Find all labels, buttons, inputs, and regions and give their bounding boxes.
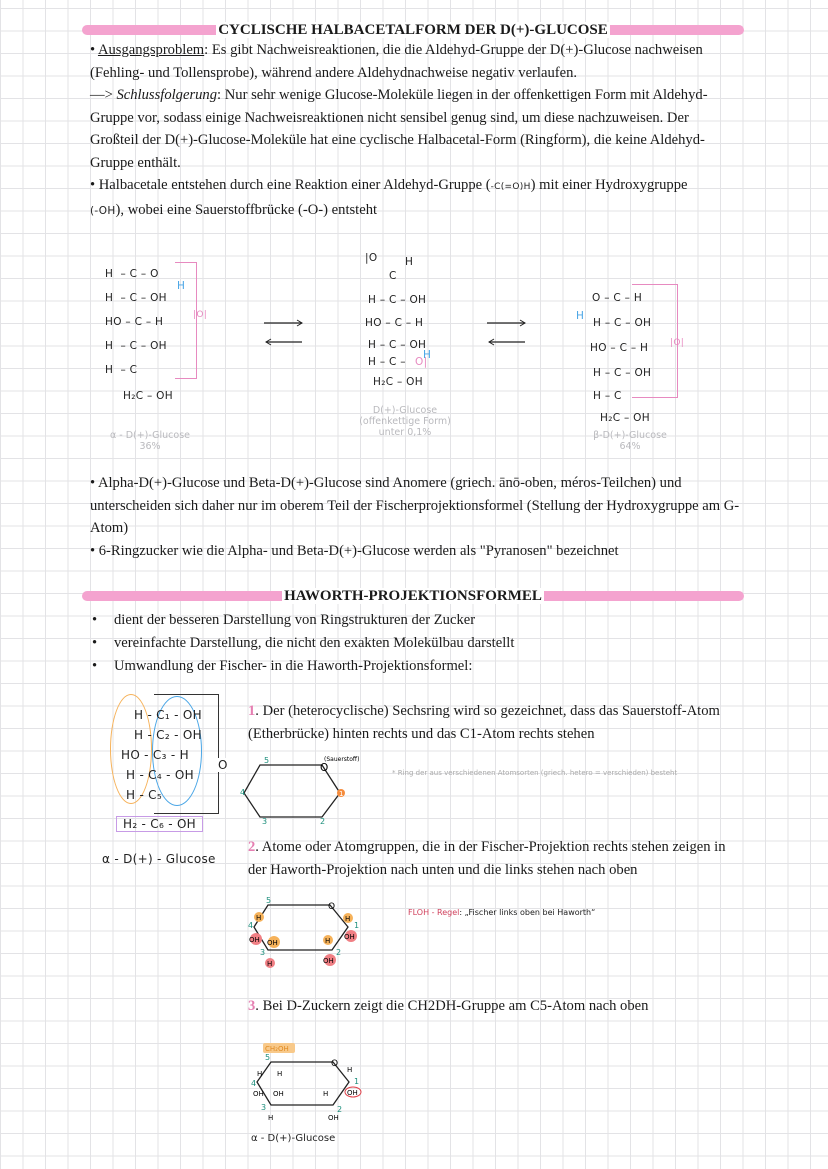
step-3: 3. Bei D-Zuckern zeigt die CH2DH-Gruppe am C5-Atom nach oben (248, 998, 649, 1014)
svg-text:OH: OH (323, 957, 334, 965)
svg-text:OH: OH (344, 933, 355, 941)
halbacetal-paragraph: • Halbacetale entstehen durch eine Reaktion einer Aldehyd-Gruppe (-C(=O)H) mit einer Hydroxygruppe (-OH), wobei eine Sauerstoffbrücke (-O-) entsteht (90, 177, 688, 218)
svg-text:O: O (328, 902, 336, 912)
beta-glucose-fischer: O – C – H H – C – OH HO – C – H H – C – OH H – C H₂C – OH H |O| (590, 292, 710, 442)
hexagon-ring-3 (243, 1040, 373, 1150)
fischer-projection: H - C₁ - OH H - C₂ - OH HO - C₃ - H H - C₄ - OH H - C₅ O H₂ - C₆ - OH α - D(+) - Glucose (108, 700, 238, 850)
svg-text:1: 1 (354, 921, 360, 930)
conclusion-paragraph: —> Schlussfolgerung: Nur sehr wenige Glucose-Moleküle liegen in der offenkettigen Form mit Aldehyd-Gruppe vor, sodass einige Nachweisreaktionen nicht sensibel genug sind, um diese nachzuweisen. Der Großteil der D(+)-Glucose-Moleküle hat eine cyclische Halbacetal-Form (Ringform), die keine Aldehyd-Gruppe enthält. (90, 87, 708, 171)
equilibrium-arrows-1 (262, 315, 306, 350)
hexagon-ring-2 (240, 895, 370, 970)
svg-text:H: H (323, 1090, 329, 1098)
svg-text:1: 1 (354, 1077, 360, 1086)
svg-text:OH: OH (328, 1114, 339, 1122)
svg-text:2: 2 (336, 948, 342, 957)
svg-text:H: H (267, 960, 273, 968)
svg-text:5: 5 (266, 896, 272, 905)
svg-text:1: 1 (339, 790, 344, 798)
alpha-caption: α - D(+)-Glucose 36% (109, 430, 191, 452)
svg-text:O: O (320, 762, 329, 774)
svg-text:4: 4 (248, 921, 254, 930)
svg-text:3: 3 (261, 1103, 267, 1112)
svg-text:2: 2 (320, 817, 326, 825)
heterocycle-footnote: * Ring der aus verschiedenen Atomsorten (griech. hetero = verschieden) besteht (392, 769, 678, 777)
list-item: • vereinfachte Darstellung, die nicht den exakten Molekülbau darstellt (90, 632, 740, 655)
svg-text:OH: OH (273, 1090, 284, 1098)
list-item: • dient der besseren Darstellung von Ringstrukturen der Zucker (90, 609, 740, 632)
section-title: HAWORTH-PROJEKTIONSFORMEL (284, 588, 542, 604)
intro-text (90, 39, 740, 222)
open-chain-caption: D(+)-Glucose (offenkettige Form) unter 0,1% (359, 405, 451, 438)
svg-text:5: 5 (264, 756, 270, 765)
equilibrium-arrows-2 (485, 315, 529, 350)
svg-text:H: H (256, 914, 262, 922)
svg-text:2: 2 (337, 1105, 343, 1114)
step-1: 1. Der (heterocyclische) Sechsring wird so gezeichnet, dass das Sauerstoff-Atom (Etherbrücke) hinten rechts und das C1-Atom rechts stehen (248, 703, 720, 742)
svg-text:α - D(+)-Glucose: α - D(+)-Glucose (251, 1133, 336, 1144)
svg-text:OH: OH (249, 936, 260, 944)
svg-text:H: H (257, 1070, 263, 1078)
ring-bracket (632, 284, 678, 398)
svg-text:3: 3 (262, 817, 268, 825)
haworth-list (90, 609, 740, 678)
svg-text:H: H (345, 915, 351, 923)
aldehyde-formula: -C(=O)H (490, 182, 531, 192)
svg-text:H: H (347, 1066, 353, 1074)
floh-rule: FLOH - Regel: „Fischer links oben bei Haworth“ (408, 908, 596, 917)
svg-text:OH: OH (347, 1089, 358, 1097)
step-2: 2. Atome oder Atomgruppen, die in der Fischer-Projektion rechts stehen zeigen in der Haworth-Projektion nach unten und die links stehen nach oben (248, 839, 726, 878)
svg-text:4: 4 (251, 1079, 257, 1088)
svg-text:OH: OH (267, 939, 278, 947)
beta-caption: β-D(+)-Glucose 64% (593, 430, 667, 452)
svg-text:H: H (268, 1114, 274, 1122)
svg-text:H: H (325, 937, 331, 945)
svg-text:3: 3 (260, 948, 266, 957)
problem-paragraph: • Ausgangsproblem: Es gibt Nachweisreaktionen, die die Aldehyd-Gruppe der D(+)-Glucose nachweisen (Fehling- und Tollensprobe), während andere Aldehydnachweise negativ verlaufen. (90, 42, 703, 81)
alpha-glucose-fischer: H – C – O H – C – OH HO – C – H H – C – OH H – C H₂C – OH H |O| (105, 268, 215, 418)
svg-text:OH: OH (253, 1090, 264, 1098)
svg-text:CH₂OH: CH₂OH (265, 1045, 289, 1053)
fischer-caption: α - D(+) - Glucose (102, 852, 216, 866)
hexagon-ring-1 (240, 755, 360, 825)
svg-text:O: O (331, 1059, 339, 1069)
svg-text:5: 5 (265, 1053, 271, 1062)
svg-text:H: H (277, 1070, 283, 1078)
ring-bracket (175, 262, 197, 379)
svg-text:(Sauerstoff): (Sauerstoff) (324, 756, 360, 763)
open-chain-glucose-fischer: |O H C H – C – OH HO – C – H H – C – OH H – C – O| H H₂C – OH (365, 252, 432, 388)
list-item: • Umwandlung der Fischer- in die Haworth-Projektionsformel: (90, 655, 740, 678)
section-title: CYCLISCHE HALBACETALFORM DER D(+)-GLUCOSE (218, 22, 608, 38)
anomer-text: • Alpha-D(+)-Glucose und Beta-D(+)-Glucose sind Anomere (griech. ānō-oben, méros-Teilchen) und unterscheiden sich daher nur im oberem Teil der Fischerprojektionsformel (Stellung der Hydroxygruppe am G-Atom) • 6-Ringzucker wie die Alpha- und Beta-D(+)-Glucose werden als "Pyranosen" bezeichnet (90, 475, 740, 559)
svg-text:4: 4 (240, 788, 246, 797)
